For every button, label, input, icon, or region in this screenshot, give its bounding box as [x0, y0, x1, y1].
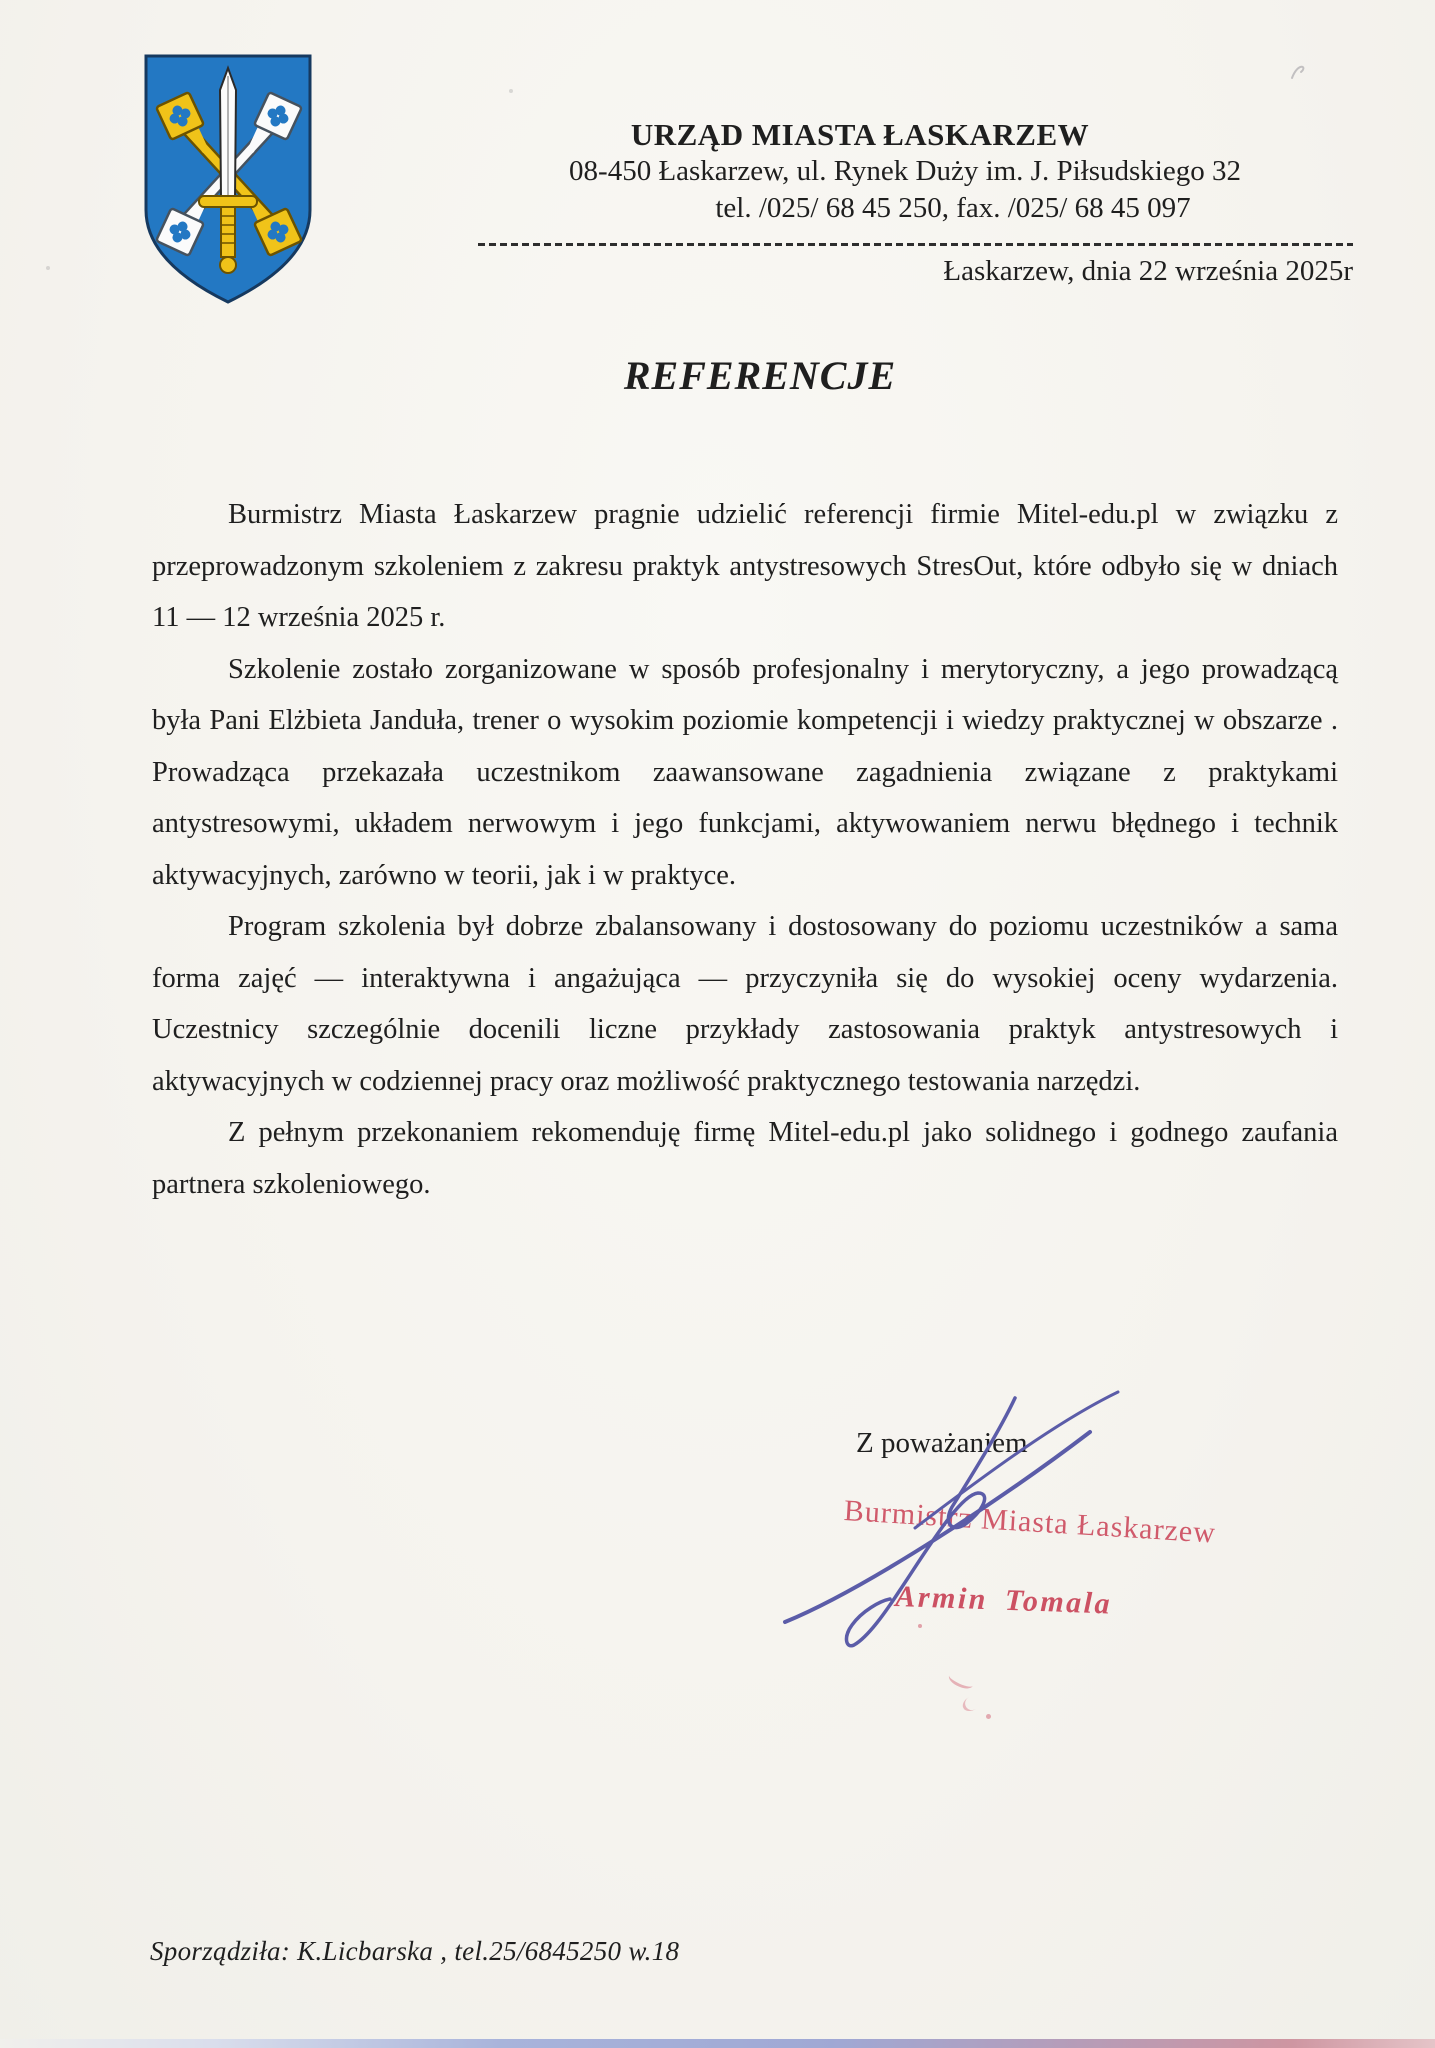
signer-name-stamp: Armin Tomala: [894, 1580, 1113, 1621]
paragraph-3: Program szkolenia był dobrze zbalansowany i dostosowany do poziomu uczestników a sama forma zajęć — interaktywna i angażująca — przyczyniła się do wysokiej oceny wydarzenia. Uczestnicy szczególnie docenili liczne przykłady zastosowania praktyk antystresowych i aktywacyjnych w codziennej pracy oraz możliwość praktycznego testowania narzędzi.: [152, 911, 1338, 1097]
handwritten-signature-icon: [600, 1375, 1140, 1675]
dateline: Łaskarzew, dnia 22 września 2025r: [943, 255, 1353, 287]
ink-smudge: [986, 1714, 991, 1719]
scan-smudge-mark: [1288, 58, 1312, 84]
dashed-divider: [478, 243, 1353, 246]
paragraph-1: Burmistrz Miasta Łaskarzew pragnie udzielić referencji firmie Mitel-edu.pl w związku z przeprowadzonym szkoleniem z zakresu praktyk antystresowych StresOut, które odbyło się w dniach 11 — 12 września 2025 r.: [152, 499, 1338, 633]
org-phone-fax: tel. /025/ 68 45 250, fax. /025/ 68 45 097: [715, 192, 1191, 224]
letter-body: [152, 489, 1338, 1210]
letterhead: [355, 116, 1435, 227]
prepared-by-note: Sporządziła: K.Licbarska , tel.25/6845250 w.18: [150, 1936, 680, 1966]
office-stamp-text: Burmistrz Miasta Łaskarzew: [842, 1494, 1217, 1550]
scan-speck: [46, 266, 50, 270]
paragraph-4: Z pełnym przekonaniem rekomenduję firmę Mitel-edu.pl jako solidnego i godnego zaufania partnera szkoleniowego.: [152, 1117, 1338, 1200]
org-name: URZĄD MIASTA ŁASKARZEW: [630, 117, 1090, 152]
scanner-bottom-edge-artifact: [0, 2039, 1435, 2048]
org-address: 08-450 Łaskarzew, ul. Rynek Duży im. J. Piłsudskiego 32: [569, 155, 1241, 187]
scan-speck: [509, 89, 513, 93]
ink-smudge: [960, 1692, 985, 1715]
document-title: REFERENCJE: [623, 353, 897, 398]
valediction: Z poważaniem: [856, 1427, 1028, 1459]
paragraph-2: Szkolenie zostało zorganizowane w sposób profesjonalny i merytoryczny, a jego prowadzącą była Pani Elżbieta Janduła, trener o wysokim poziomie kompetencji i wiedzy praktycznej w obszarze . Prowadząca przekazała uczestnikom zaawansowane zagadnienia związane z praktykami antystresowymi, układem nerwowym i jego funkcjami, aktywowaniem nerwu błędnego i technik aktywacyjnych, zarówno w teorii, jak i w praktyce.: [152, 653, 1338, 891]
city-coat-of-arms-icon: [138, 50, 318, 310]
